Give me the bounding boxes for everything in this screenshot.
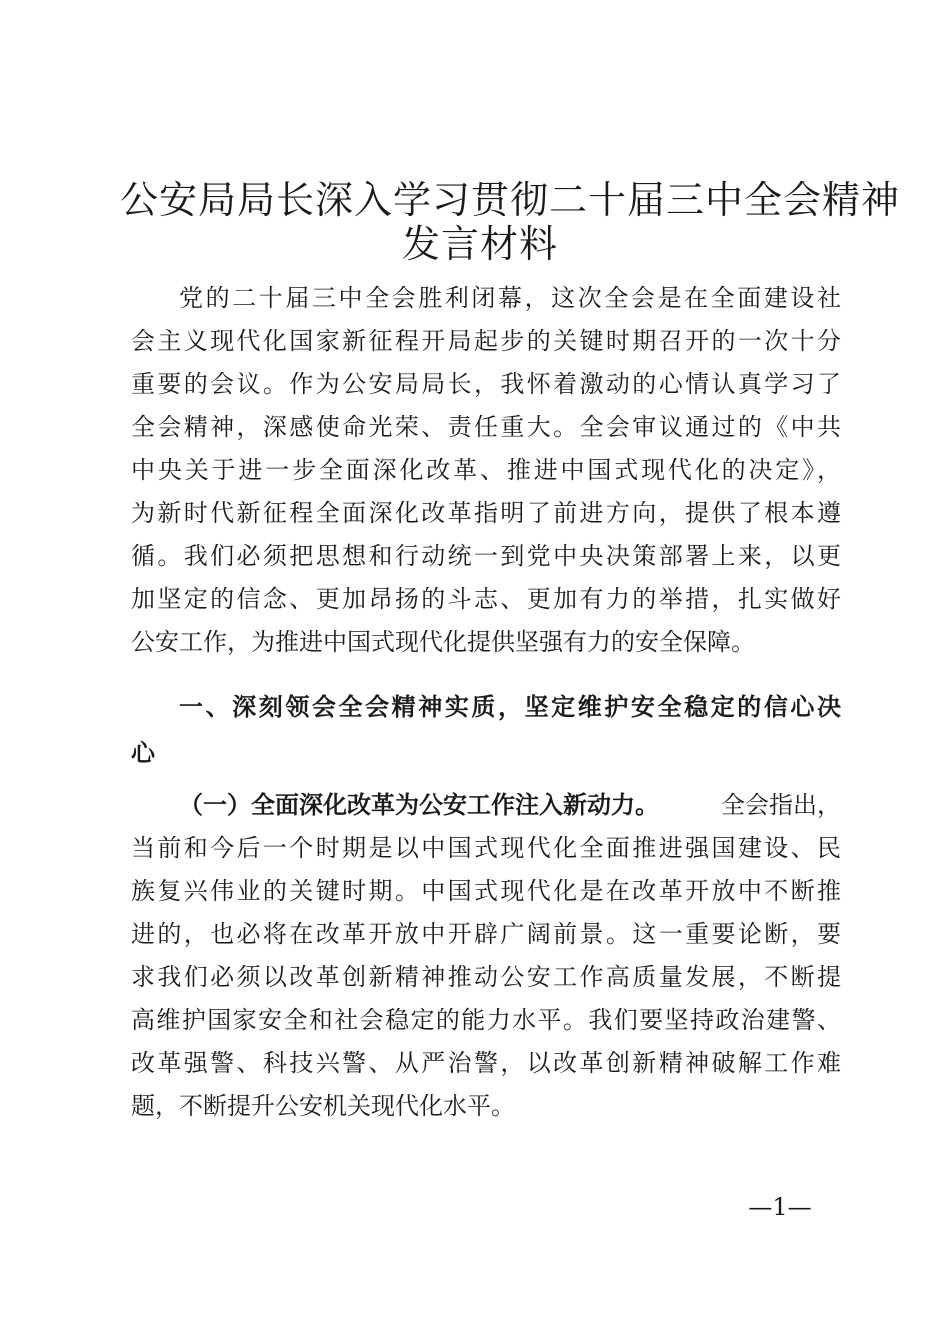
paragraph-line: 中央关于进一步全面深化改革、推进中国式现代化的决定》，: [131, 456, 841, 484]
subheading-line: [179, 790, 841, 820]
paragraph-line: 加坚定的信念、更加昂扬的斗志、更加有力的举措，扎实做好: [131, 585, 841, 613]
section-heading-line: 一、深刻领会全会精神实质，坚定维护安全稳定的信心决: [179, 693, 841, 721]
paragraph-line: 进的，也必将在改革开放中开辟广阔前景。这一重要论断，要: [131, 920, 841, 948]
paragraph-line: 循。我们必须把思想和行动统一到党中央决策部署上来，以更: [131, 542, 841, 570]
section-heading-line: 心: [131, 739, 155, 767]
paragraph-line: 为新时代新征程全面深化改革指明了前进方向，提供了根本遵: [131, 499, 841, 527]
document-title-line-2: 发言材料: [401, 222, 558, 266]
paragraph-line: 会主义现代化国家新征程开局起步的关键时期召开的一次十分: [131, 327, 841, 355]
paragraph-line: 求我们必须以改革创新精神推动公安工作高质量发展，不断提: [131, 963, 841, 991]
page-number: —1—: [748, 1193, 812, 1221]
subheading-continuation: 全会指出，: [721, 791, 841, 819]
paragraph-line: 题，不断提升公安机关现代化水平。: [131, 1092, 515, 1120]
paragraph-line: 当前和今后一个时期是以中国式现代化全面推进强国建设、民: [131, 834, 841, 862]
paragraph-line: 改革强警、科技兴警、从严治警，以改革创新精神破解工作难: [131, 1049, 841, 1077]
paragraph-line: 族复兴伟业的关键时期。中国式现代化是在改革开放中不断推: [131, 877, 841, 905]
document-title-line-1: 公安局局长深入学习贯彻二十届三中全会精神: [120, 178, 901, 222]
paragraph-line: 高维护国家安全和社会稳定的能力水平。我们要坚持政治建警、: [131, 1006, 841, 1034]
subheading-label: （一）全面深化改革为公安工作注入新动力。: [179, 791, 659, 819]
paragraph-line: 重要的会议。作为公安局局长，我怀着激动的心情认真学习了: [131, 370, 841, 398]
paragraph-line: 公安工作，为推进中国式现代化提供坚强有力的安全保障。: [131, 628, 755, 656]
paragraph-line: 党的二十届三中全会胜利闭幕，这次全会是在全面建设社: [179, 284, 841, 312]
paragraph-line: 全会精神，深感使命光荣、责任重大。全会审议通过的《中共: [131, 413, 841, 441]
